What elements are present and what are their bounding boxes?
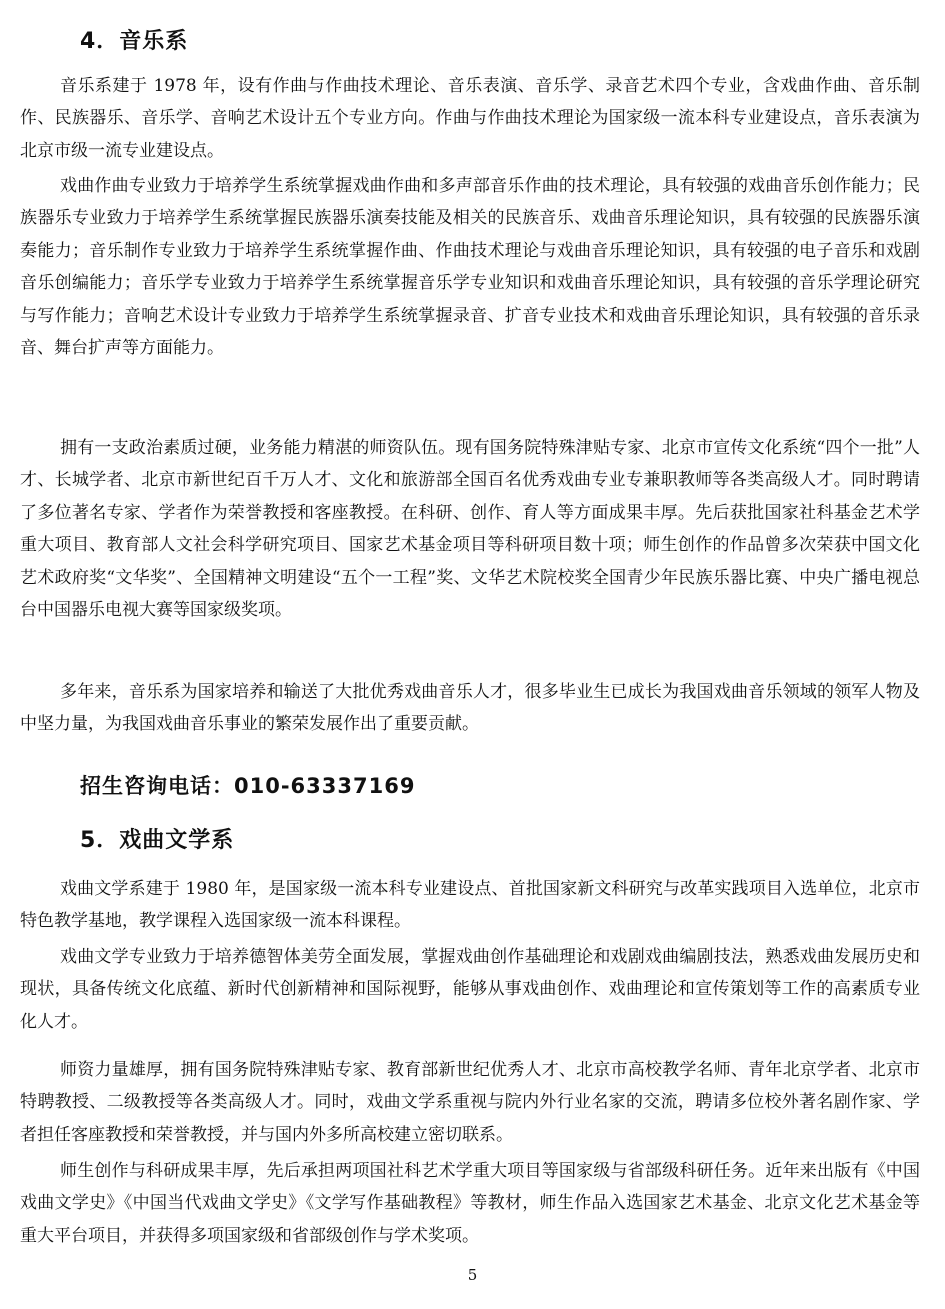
page-number: 5 xyxy=(467,1266,478,1284)
literature-dept-paragraph-2: 戏曲文学专业致力于培养德智体美劳全面发展，掌握戏曲创作基础理论和戏剧戏曲编剧技法，熟悉戏曲发展历史和现状，具备传统文化底蕴、新时代创新精神和国际视野，能够从事戏曲创作、戏曲理论和宣传策划等工作的高素质专业化人才。 xyxy=(20,947,920,1032)
music-dept-paragraph-3: 拥有一支政治素质过硬，业务能力精湛的师资队伍。现有国务院特殊津贴专家、北京市宣传文化系统“四个一批”人才、长城学者、北京市新世纪百千万人才、文化和旅游部全国百名优秀戏曲专业专兼职教师等各类高级人才。同时聘请了多位著名专家、学者作为荣誉教授和客座教授。在科研、创作、育人等方面成果丰厚。先后获批国家社科基金艺术学重大项目、教育部人文社会科学研究项目、国家艺术基金项目等科研项目数十项；师生创作的作品曾多次荣获中国文化艺术政府奖“文华奖”、全国精神文明建设“五个一工程”奖、文华艺术院校奖全国青少年民族乐器比赛、中央广播电视总台中国器乐电视大赛等国家级奖项。 xyxy=(20,438,920,621)
admissions-phone: 招生咨询电话：010-63337169 xyxy=(80,774,416,798)
literature-dept-paragraph-1: 戏曲文学系建于 1980 年，是国家级一流本科专业建设点、首批国家新文科研究与改革实践项目入选单位，北京市特色教学基地，教学课程入选国家级一流本科课程。 xyxy=(20,879,920,932)
music-dept-paragraph-2: 戏曲作曲专业致力于培养学生系统掌握戏曲作曲和多声部音乐作曲的技术理论，具有较强的戏曲音乐创作能力；民族器乐专业致力于培养学生系统掌握民族器乐演奏技能及相关的民族音乐、戏曲音乐理论知识，具有较强的民族器乐演奏能力；音乐制作专业致力于培养学生系统掌握作曲、作曲技术理论与戏曲音乐理论知识，具有较强的电子音乐和戏剧音乐创编能力；音乐学专业致力于培养学生系统掌握音乐学专业知识和戏曲音乐理论知识，具有较强的音乐学理论研究与写作能力；音响艺术设计专业致力于培养学生系统掌握录音、扩音专业技术和戏曲音乐理论知识，具有较强的音乐录音、舞台扩声等方面能力。 xyxy=(20,176,920,359)
literature-dept-paragraph-3: 师资力量雄厚，拥有国务院特殊津贴专家、教育部新世纪优秀人才、北京市高校教学名师、青年北京学者、北京市特聘教授、二级教授等各类高级人才。同时，戏曲文学系重视与院内外行业名家的交流，聘请多位校外著名剧作家、学者担任客座教授和荣誉教授，并与国内外多所高校建立密切联系。 xyxy=(20,1060,920,1145)
music-dept-paragraph-1: 音乐系建于 1978 年，设有作曲与作曲技术理论、音乐表演、音乐学、录音艺术四个专业，含戏曲作曲、音乐制作、民族器乐、音乐学、音响艺术设计五个专业方向。作曲与作曲技术理论为国家级一流本科专业建设点，音乐表演为北京市级一流专业建设点。 xyxy=(20,76,920,161)
literature-dept-heading: 5．戏曲文学系 xyxy=(80,828,235,853)
music-dept-heading: 4．音乐系 xyxy=(80,29,189,54)
music-dept-paragraph-4: 多年来，音乐系为国家培养和输送了大批优秀戏曲音乐人才，很多毕业生已成长为我国戏曲音乐领域的领军人物及中坚力量，为我国戏曲音乐事业的繁荣发展作出了重要贡献。 xyxy=(20,682,920,735)
literature-dept-paragraph-4: 师生创作与科研成果丰厚，先后承担两项国社科艺术学重大项目等国家级与省部级科研任务。近年来出版有《中国戏曲文学史》《中国当代戏曲文学史》《文学写作基础教程》等教材，师生作品入选国家艺术基金、北京文化艺术基金等重大平台项目，并获得多项国家级和省部级创作与学术奖项。 xyxy=(20,1161,920,1246)
